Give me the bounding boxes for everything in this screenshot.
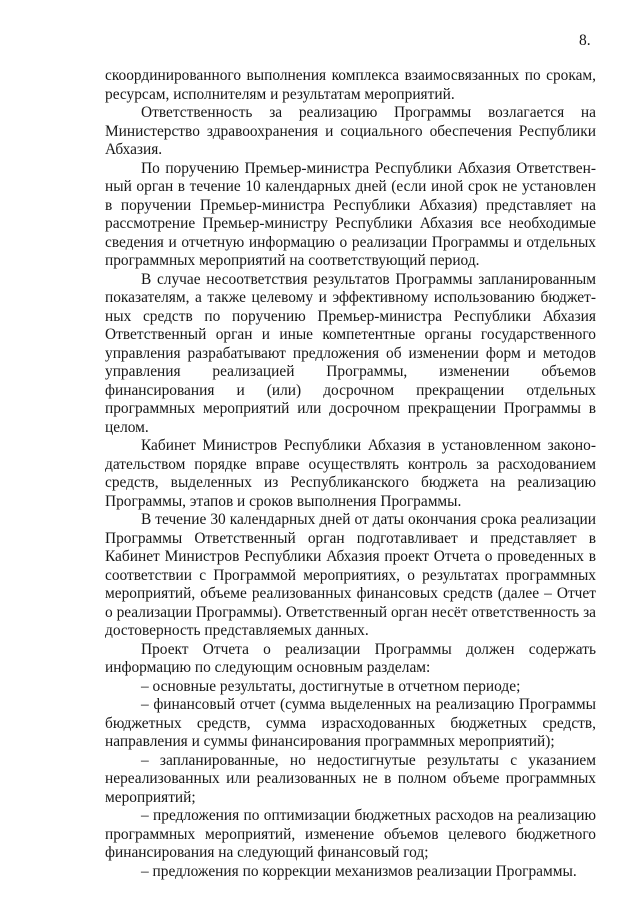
page-number: 8.: [579, 32, 591, 49]
paragraph-report-sections: Проект Отчета о реализации Программы должен содержать информацию по следующим основным разделам:: [105, 640, 596, 676]
list-item-unachieved-results: – запланированные, но недостигнутые результаты с указанием нереализованных или реализованных не в полном объеме программных мероприятий;: [105, 751, 596, 806]
paragraph-continuation: скоординированного выполнения комплекса взаимосвязанных по срокам, ресурсам, исполнителям и результатам мероприятий.: [105, 67, 596, 103]
paragraph-final-report: В течение 30 календарных дней от даты окончания срока реализации Программы Ответственный орган подготавливает и представляет в Кабинет Министров Республики Абхазия проект Отчета о проведенных в соответствии с Программой мероприятиях, о результатах программных мероприятий, объеме реализованных финансовых средств (далее – Отчет о реализации Программы). Ответственный орган несёт ответственность за достоверность представляемых данных.: [105, 511, 596, 639]
list-item-correction: – предложения по коррекции механизмов реализации Программы.: [141, 862, 577, 880]
list-item-results: – основные результаты, достигнутые в отчетном периоде;: [141, 677, 521, 695]
paragraph-responsibility: Ответственность за реализацию Программы возлагается на Министерство здравоохранения и социального обеспечения Республики Абхазия.: [105, 104, 596, 158]
paragraph-reporting-order: По поручению Премьер-министра Республики Абхазия Ответствен-ный орган в течение 10 календарных дней (если иной срок не установлен в поручении Премьер-министра Республики Абхазия) представляет на рассмотрение Премьер-министру Республики Абхазия все необходимые сведения и отчетную информацию о реализации Программы и отдельных программных мероприятий на соответствующий период.: [105, 159, 596, 269]
list-item-financial-report: – финансовый отчет (сумма выделенных на реализацию Программы бюджетных средств, сумма израсходованных бюджетных средств, направления и суммы финансирования программных мероприятий);: [105, 696, 596, 750]
paragraph-nonconformity: В случае несоответствия результатов Программы запланированным показателям, а также целевому и эффективному использованию бюджет-ных средств по поручению Премьер-министра Республики Абхазия Ответственный орган и иные компетентные органы государственного управления разрабатывают предложения об изменении форм и методов управления реализацией Программы, изменении объемов финансирования и (или) досрочном прекращении отдельных программных мероприятий или досрочном прекращении Программы в целом.: [105, 270, 596, 436]
document-body: [105, 67, 596, 881]
list-item-optimization: – предложения по оптимизации бюджетных расходов на реализацию программных мероприятий, изменение объемов целевого бюджетного финансирования на следующий финансовый год;: [105, 807, 596, 861]
paragraph-cabinet-control: Кабинет Министров Республики Абхазия в установленном законо-дательством порядке вправе осуществлять контроль за расходованием средств, выделенных из Республиканского бюджета на реализацию Программы, этапов и сроков выполнения Программы.: [105, 437, 596, 510]
